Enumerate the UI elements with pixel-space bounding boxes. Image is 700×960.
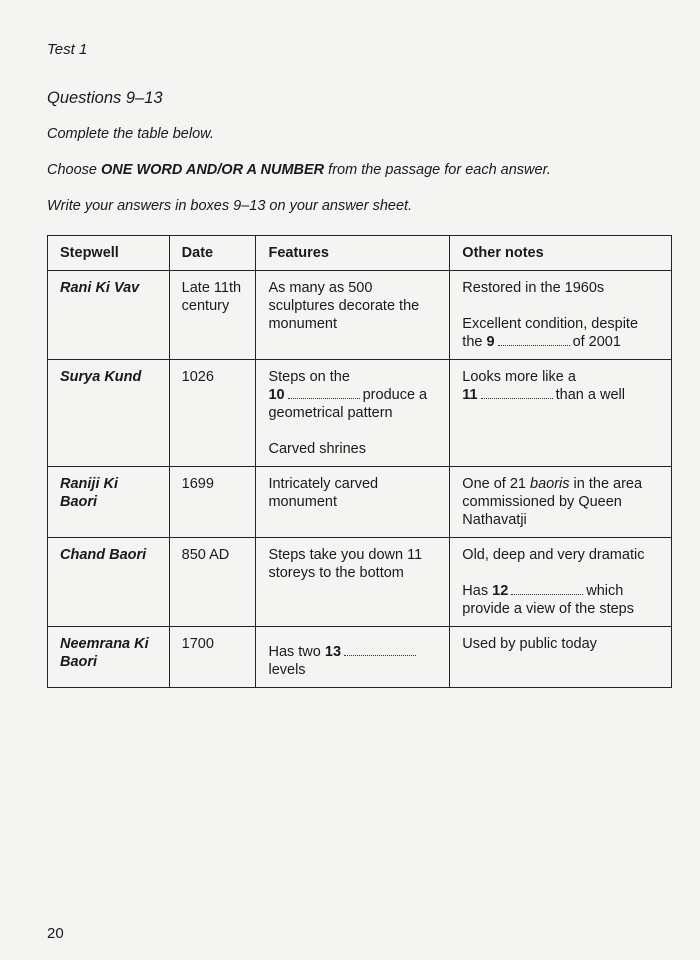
- header-features: Features: [256, 236, 450, 271]
- stepwell-name: Neemrana Ki Baori: [48, 627, 170, 688]
- question-number: 12: [492, 583, 509, 599]
- stepwell-date: 1026: [169, 360, 256, 467]
- stepwell-features: Intricately carved monument: [256, 467, 450, 538]
- stepwell-name: Raniji Ki Baori: [48, 467, 170, 538]
- instruction-choose-post: from the passage for each answer.: [324, 162, 551, 178]
- notes-line: Looks more like a: [462, 369, 576, 385]
- instruction-choose-bold: ONE WORD AND/OR A NUMBER: [101, 162, 325, 178]
- header-stepwell: Stepwell: [48, 236, 170, 271]
- instruction-choose: [47, 162, 551, 178]
- stepwell-notes: [450, 360, 672, 467]
- notes-line: of 2001: [572, 334, 621, 350]
- answer-blank[interactable]: [511, 584, 583, 595]
- notes-line: One of 21: [462, 476, 531, 492]
- notes-line: in the area commissioned by Queen Nathavatji: [462, 476, 643, 528]
- stepwell-notes: [450, 271, 672, 360]
- features-line: levels: [268, 662, 306, 678]
- notes-line: Old, deep and very dramatic: [462, 547, 645, 563]
- stepwell-name: Rani Ki Vav: [48, 271, 170, 360]
- notes-line: Excellent condition, despite the: [462, 316, 639, 350]
- questions-heading: Questions 9–13: [47, 89, 163, 107]
- stepwell-notes: Used by public today: [450, 627, 672, 688]
- stepwell-name: Surya Kund: [48, 360, 170, 467]
- instruction-choose-pre: Choose: [47, 162, 102, 178]
- answer-blank[interactable]: [481, 388, 553, 399]
- stepwell-features: [256, 360, 450, 467]
- features-line: Has two: [268, 644, 325, 660]
- notes-italic-term: baoris: [530, 476, 570, 492]
- features-line: Steps on the: [268, 369, 350, 385]
- answer-blank[interactable]: [288, 388, 360, 399]
- instruction-complete-table: Complete the table below.: [47, 126, 214, 142]
- header-date: Date: [169, 236, 256, 271]
- question-number: 10: [268, 387, 285, 403]
- notes-line: Has: [462, 583, 493, 599]
- question-number: 11: [462, 387, 478, 403]
- stepwell-date: Late 11th century: [169, 271, 256, 360]
- stepwell-table: [47, 235, 672, 688]
- instruction-write-answers: Write your answers in boxes 9–13 on your answer sheet.: [47, 198, 413, 214]
- notes-line: which provide a view of the steps: [462, 583, 634, 617]
- stepwell-features: As many as 500 sculptures decorate the monument: [256, 271, 450, 360]
- stepwell-name: Chand Baori: [48, 538, 170, 627]
- table-row: [48, 467, 672, 538]
- table-row: [48, 271, 672, 360]
- answer-blank[interactable]: [344, 645, 416, 656]
- question-number: 9: [486, 334, 495, 350]
- features-line: Carved shrines: [268, 441, 366, 457]
- stepwell-notes: [450, 538, 672, 627]
- notes-line: than a well: [555, 387, 625, 403]
- test-label: Test 1: [47, 41, 88, 58]
- stepwell-notes: [450, 467, 672, 538]
- stepwell-features: [256, 627, 450, 688]
- stepwell-date: 1699: [169, 467, 256, 538]
- table-row: [48, 627, 672, 688]
- table-header-row: [48, 236, 672, 271]
- table-row: [48, 360, 672, 467]
- table-row: [48, 538, 672, 627]
- answer-blank[interactable]: [498, 335, 570, 346]
- header-other-notes: Other notes: [450, 236, 672, 271]
- stepwell-date: 1700: [169, 627, 256, 688]
- question-number: 13: [324, 644, 342, 660]
- stepwell-features: Steps take you down 11 storeys to the bottom: [256, 538, 450, 627]
- page-number: 20: [47, 925, 64, 942]
- stepwell-date: 850 AD: [169, 538, 256, 627]
- features-line: produce a geometrical pattern: [268, 387, 428, 421]
- notes-line: Restored in the 1960s: [462, 280, 605, 296]
